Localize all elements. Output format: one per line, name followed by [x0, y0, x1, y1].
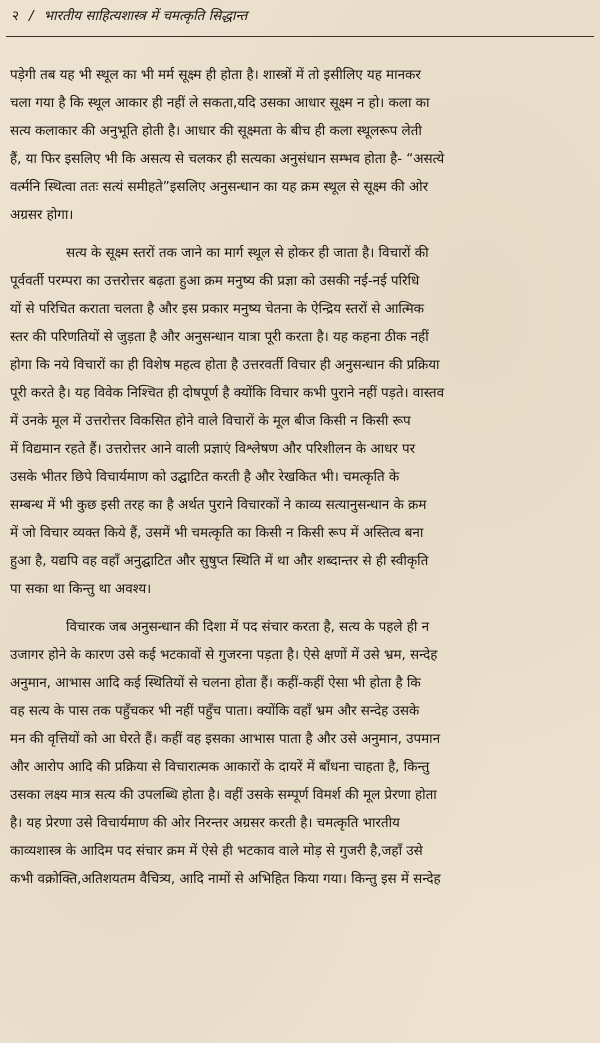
- paragraph-3: [10, 613, 592, 893]
- text-line: स्तर की परिणतियों से जुड़ता है और अनुसन्धान यात्रा पूरी करता है। यह कहना ठीक नहीं: [10, 329, 429, 345]
- text-line: पा सका था किन्तु था अवश्य।: [10, 581, 152, 597]
- paragraph-gap: [10, 229, 592, 239]
- text-line: सत्य के सूक्ष्म स्तरों तक जाने का मार्ग स्थूल से होकर ही जाता है। विचारों की: [66, 245, 429, 261]
- text-line: उजागर होने के कारण उसे कई भटकावों से गुजरना पड़ता है। ऐसे क्षणों में उसे भ्रम, सन्देह: [10, 647, 438, 663]
- text-line: मन की वृत्तियों को आ घेरते हैं। कहीं वह इसका आभास पाता है और उसे अनुमान, उपमान: [10, 731, 441, 747]
- paragraph-1: [10, 61, 592, 229]
- text-line: कभी वक्रोक्ति,अतिशयतम वैचित्र्य, आदि नामों से अभिहित किया गया। किन्तु इस में सन्देह: [10, 871, 441, 887]
- text-line: वह सत्य के पास तक पहुँचकर भी नहीं पहुँच पाता। क्योंकि वहाँ भ्रम और सन्देह उसके: [10, 703, 420, 719]
- text-line: में विद्यमान रहते हैं। उत्तरोत्तर आने वाली प्रज्ञाएं विश्लेषण और परिशीलन के आधर पर: [10, 441, 416, 457]
- text-line: में जो विचार व्यक्त किये हैं, उसमें भी चमत्कृति का किसी न किसी रूप में अस्तित्व बना: [10, 525, 424, 541]
- text-line: हुआ है, यद्यपि वह वहाँ अनुद्घाटित और सुषुप्त स्थिति में था और शब्दान्तर से ही स्वीकृति: [10, 553, 429, 569]
- body-text: [6, 61, 594, 893]
- text-line: उसका लक्ष्य मात्र सत्य की उपलब्धि होता है। वहीं उसके सम्पूर्ण विमर्श की मूल प्रेरणा होता: [10, 787, 437, 803]
- page-number: २: [12, 8, 20, 24]
- text-line: में उनके मूल में उत्तरोत्तर विकसित होने वाले विचारों के मूल बीज किसी न किसी रूप: [10, 413, 411, 429]
- text-line: विचारक जब अनुसन्धान की दिशा में पद संचार करता है, सत्य के पहले ही न: [66, 619, 430, 635]
- paragraph-2: [10, 239, 592, 603]
- text-line: काव्यशास्त्र के आदिम पद संचार क्रम में ऐसे ही भटकाव वाले मोड़ से गुजरी है,जहाँ उसे: [10, 843, 423, 859]
- text-line: अग्रसर होगा।: [10, 207, 74, 223]
- text-line: चला गया है कि स्थूल आकार ही नहीं ले सकता,यदि उसका आधार सूक्ष्म न हो। कला का: [10, 95, 430, 111]
- text-line: पड़ेगी तब यह भी स्थूल का भी मर्म सूक्ष्म ही होता है। शास्त्रों में तो इसीलिए यह मानकर: [10, 67, 421, 83]
- text-line: हैं, या फिर इसलिए भी कि असत्य से चलकर ही सत्यका अनुसंधान सम्भव होता है- “असत्ये: [10, 151, 445, 167]
- text-line: यों से परिचित कराता चलता है और इस प्रकार मनुष्य चेतना के ऐन्द्रिय स्तरों से आत्मिक: [10, 301, 425, 317]
- text-line: और आरोप आदि की प्रक्रिया से विचारात्मक आकारों के दायरें में बाँधना चाहता है, किन्तु: [10, 759, 430, 775]
- text-line: है। यह प्रेरणा उसे विचार्यमाण की ओर निरन्तर अग्रसर करती है। चमत्कृति भारतीय: [10, 815, 400, 831]
- text-line: उसके भीतर छिपे विचार्यमाण को उद्घाटित करती है और रेखकित भी। चमत्कृति के: [10, 469, 400, 485]
- running-title: भारतीय साहित्यशास्त्र में चमत्कृति सिद्धान्त: [43, 8, 248, 24]
- paragraph-gap: [10, 603, 592, 613]
- text-line: अनुमान, आभास आदि कई स्थितियों से चलना होता हैं। कहीं-कहीं ऐसा भी होता है कि: [10, 675, 421, 691]
- running-header: [6, 6, 594, 37]
- text-line: पूर्ववर्ती परम्परा का उत्तरोत्तर बढ़ता हुआ क्रम मनुष्य की प्रज्ञा को उसकी नई-नई परिधि: [10, 273, 420, 289]
- text-line: सम्बन्ध में भी कुछ इसी तरह का है अर्थत पुराने विचारकों ने काव्य सत्यानुसन्धान के क्रम: [10, 497, 427, 513]
- text-line: वर्त्मनि स्थित्वा ततः सत्यं समीहते”इसलिए अनुसन्धान का यह क्रम स्थूल से सूक्ष्म की ओर: [10, 179, 429, 195]
- text-line: होगा कि नये विचारों का ही विशेष महत्व होता है उत्तरवर्ती विचार ही अनुसन्धान की प्रक्रिया: [10, 357, 440, 373]
- header-separator: /: [29, 8, 34, 24]
- text-line: सत्य कलाकार की अनुभूति होती है। आधार की सूक्ष्मता के बीच ही कला स्थूलरूप लेती: [10, 123, 422, 139]
- text-line: पूरी करते है। यह विवेक निश्चित ही दोषपूर्ण है क्योंकि विचार कभी पुराने नहीं पड़ते। वास्तव: [10, 385, 445, 401]
